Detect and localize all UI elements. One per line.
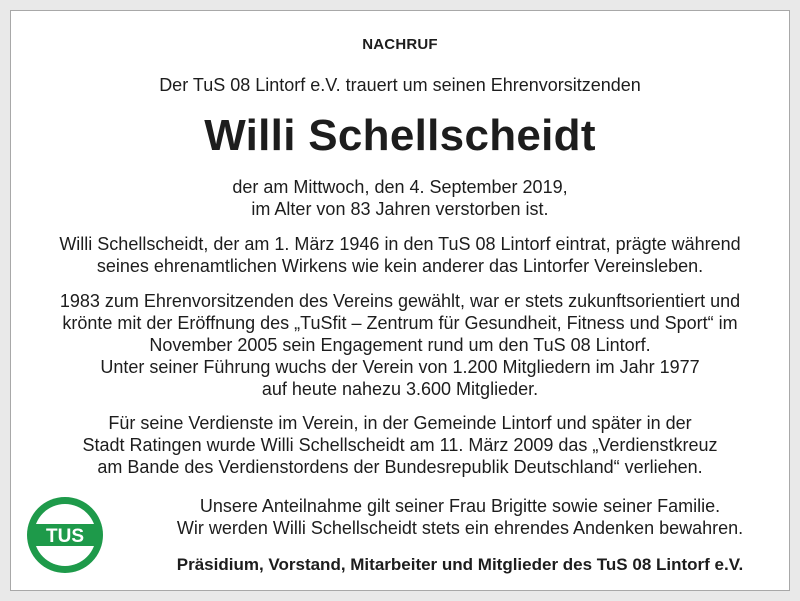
paragraph-line: November 2005 sein Engagement rund um den TuS 08 Lintorf. (149, 335, 651, 355)
paragraph-line: 1983 zum Ehrenvorsitzenden des Vereins gewählt, war er stets zukunftsorientiert und (59, 291, 741, 311)
death-line: der am Mittwoch, den 4. September 2019, (232, 177, 568, 197)
obituary-notice (10, 10, 790, 591)
paragraph-line: auf heute nahezu 3.600 Mitglieder. (261, 379, 539, 399)
logo-ring-text: LINTORF 1908 (44, 552, 86, 566)
paragraph-line: Stadt Ratingen wurde Willi Schellscheidt am 11. März 2009 das „Verdienstkreuz (82, 435, 718, 455)
tus-lintorf-logo-icon (25, 495, 105, 575)
paragraph-line: Willi Schellscheidt, der am 1. März 1946 in den TuS 08 Lintorf eintrat, prägte während (59, 234, 741, 254)
condolence-line: Wir werden Willi Schellscheidt stets ein ehrendes Andenken bewahren. (176, 518, 744, 538)
signature-line: Präsidium, Vorstand, Mitarbeiter und Mitglieder des TuS 08 Lintorf e.V. (176, 555, 744, 574)
condolence-text (131, 495, 789, 539)
paragraph-honors (11, 412, 789, 478)
intro-line: Der TuS 08 Lintorf e.V. trauert um seinen Ehrenvorsitzenden (159, 75, 641, 95)
paragraph-line: Unter seiner Führung wuchs der Verein von 1.200 Mitgliedern im Jahr 1977 (100, 357, 700, 377)
paragraph-line: krönte mit der Eröffnung des „TuSfit – Zentrum für Gesundheit, Fitness und Sport“ im (62, 313, 738, 333)
death-statement (11, 176, 789, 220)
paragraph-line: am Bande des Verdienstordens der Bundesrepublik Deutschland“ verliehen. (97, 457, 703, 477)
paragraph-membership (11, 233, 789, 277)
notice-heading: NACHRUF (362, 36, 438, 53)
paragraph-chairmanship (11, 290, 789, 400)
paragraph-line: Für seine Verdienste im Verein, in der Gemeinde Lintorf und später in der (108, 413, 692, 433)
death-line: im Alter von 83 Jahren verstorben ist. (251, 199, 549, 219)
logo-text: TUS (46, 526, 84, 547)
paragraph-line: seines ehrenamtlichen Wirkens wie kein anderer das Lintorfer Vereinsleben. (96, 256, 704, 276)
condolence-line: Unsere Anteilnahme gilt seiner Frau Brigitte sowie seiner Familie. (199, 496, 721, 516)
deceased-name: Willi Schellscheidt (204, 111, 596, 160)
